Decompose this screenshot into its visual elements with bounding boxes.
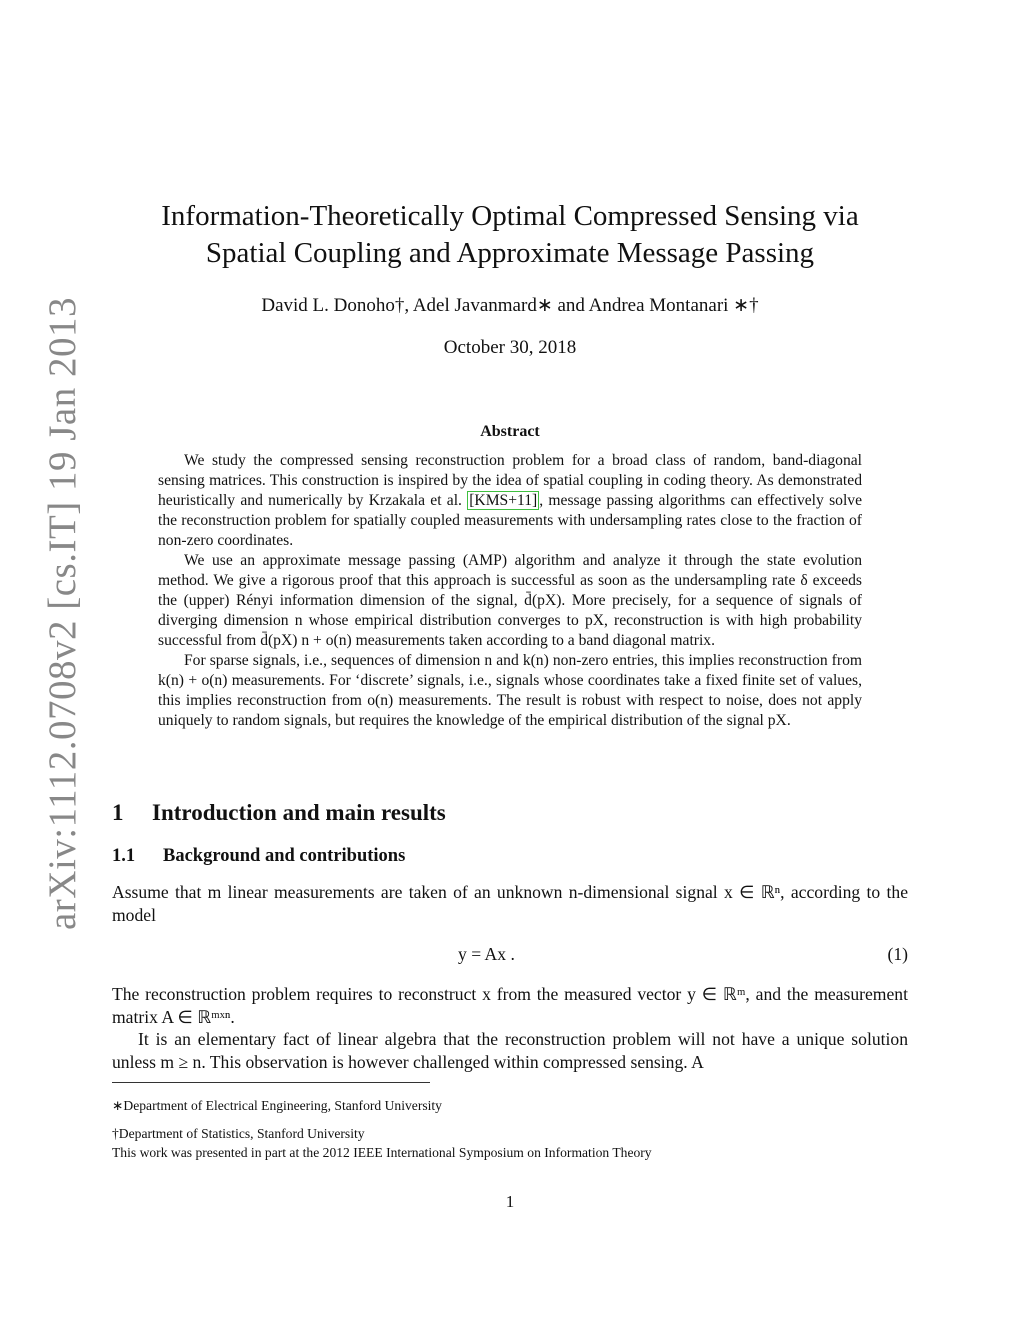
footnote-3: This work was presented in part at the 2012 IEEE International Symposium on Information Theory xyxy=(112,1145,652,1160)
footnote-1: ∗Department of Electrical Engineering, Stanford University xyxy=(112,1098,442,1113)
body-paragraph-3-block xyxy=(112,1028,908,1074)
paper-title xyxy=(112,198,908,272)
abstract-heading: Abstract xyxy=(480,423,540,440)
subsection-heading xyxy=(112,846,405,867)
page-number: 1 xyxy=(505,1192,515,1211)
equation-body: y = Ax . xyxy=(458,944,515,964)
section-number: 1 xyxy=(112,800,124,825)
equation-number: (1) xyxy=(887,944,908,964)
abstract-paragraph-1 xyxy=(158,451,862,551)
citation-link[interactable]: [KMS+11] xyxy=(469,492,538,509)
body-paragraph-2-block xyxy=(112,983,908,1029)
arxiv-identifier: arXiv:1112.0708v2 [cs.IT] 19 Jan 2013 xyxy=(41,297,84,930)
section-title: Introduction and main results xyxy=(152,800,446,825)
footnote-2: †Department of Statistics, Stanford University xyxy=(112,1126,365,1141)
abstract-paragraph-2: We use an approximate message passing (AMP) algorithm and analyze it through the state evolution method. We give a rigorous proof that this approach is successful as soon as the undersampling rate δ exceeds the (upper) Rényi information dimension of the signal, d̄(pX). More precisely, for a sequence of signals of diverging dimension n whose empirical distribution converges to pX, reconstruction is with high probability successful from d̄(pX) n + o(n) measurements taken according to a band diagonal matrix. xyxy=(158,552,862,649)
abstract-body xyxy=(158,451,862,731)
abstract-paragraph-3: For sparse signals, i.e., sequences of dimension n and k(n) non-zero entries, this implies reconstruction from k(n) + o(n) measurements. For ‘discrete’ signals, i.e., signals whose coordinates take a fixed finite set of values, this implies reconstruction from o(n) measurements. The result is robust with respect to noise, does not apply uniquely to random signals, but requires the knowledge of the empirical distribution of the signal pX. xyxy=(158,652,862,729)
title-line-1: Information-Theoretically Optimal Compressed Sensing via xyxy=(161,200,859,232)
body-paragraph-1: Assume that m linear measurements are taken of an unknown n-dimensional signal x ∈ ℝⁿ, according to the model xyxy=(112,882,908,925)
footnote-rule xyxy=(112,1082,430,1083)
title-line-2: Spatial Coupling and Approximate Message Passing xyxy=(205,237,815,269)
section-heading xyxy=(112,800,446,826)
body-paragraph-3: It is an elementary fact of linear algebra that the reconstruction problem will not have a unique solution unless m ≥ n. This observation is however challenged within compressed sensing. A xyxy=(112,1029,908,1072)
subsection-title: Background and contributions xyxy=(163,846,406,866)
abstract-p1-text-a: We study the compressed sensing reconstruction problem for a broad class of random, band-diagonal sensing matrices. This construction is inspired by the idea of spatial coupling in coding theory. As demonstrated heuristically and numerically by Krzakala et al. xyxy=(158,452,862,509)
body-paragraph-2: The reconstruction problem requires to reconstruct x from the measured vector y ∈ ℝᵐ, and the measurement matrix A ∈ ℝᵐˣⁿ. xyxy=(112,984,908,1027)
abstract-p1-text-b: , message passing algorithms can effectively solve the reconstruction problem for spatially coupled measurements with undersampling rates close to the fraction of non-zero coordinates. xyxy=(158,492,862,549)
body-paragraph-1-block xyxy=(112,881,908,927)
publication-date: October 30, 2018 xyxy=(443,337,577,358)
author-list: David L. Donoho†, Adel Javanmard∗ and Andrea Montanari ∗† xyxy=(261,295,759,316)
subsection-number: 1.1 xyxy=(112,846,136,866)
